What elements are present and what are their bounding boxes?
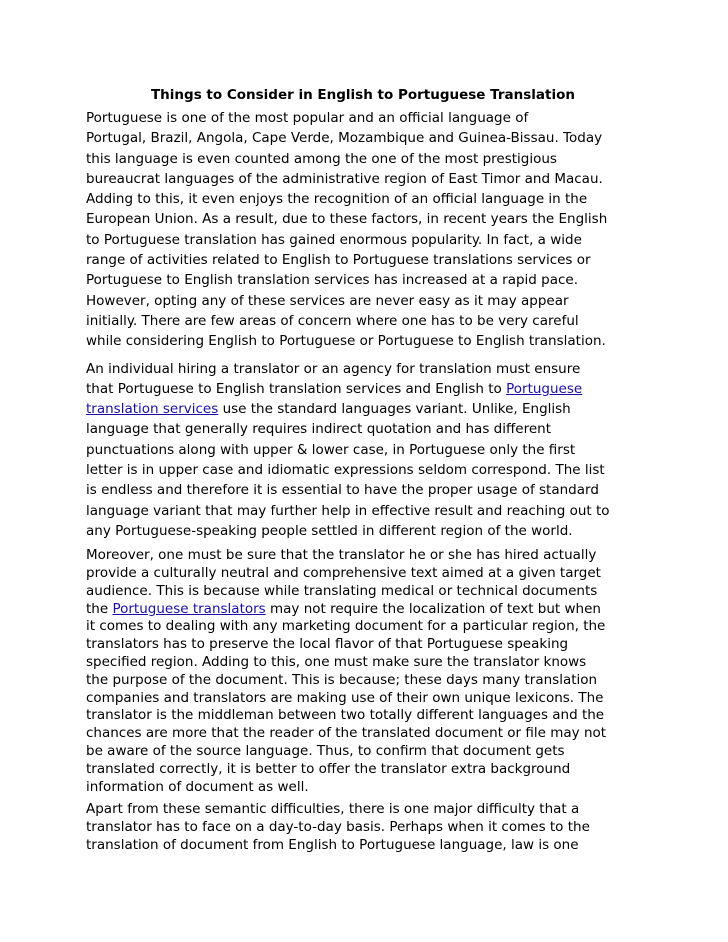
paragraph-2-line-7: is endless and therefore it is essential to have the proper usage of standard xyxy=(86,482,599,499)
portuguese-translators-link[interactable]: Portuguese translators xyxy=(112,600,266,617)
paragraph-1-line-9: Portuguese to English translation services has increased at a rapid pace. xyxy=(86,272,579,289)
paragraph-1-line-8: range of activities related to English to Portuguese translations services or xyxy=(86,252,591,269)
paragraph-2-line-2-text: that Portuguese to English translation services and English to xyxy=(86,380,507,397)
paragraph-1-line-3: this language is even counted among the one of the most prestigious xyxy=(86,150,557,167)
paragraph-3-line-13: translated correctly, it is better to offer the translator extra background xyxy=(86,760,571,777)
paragraph-3-line-2: provide a culturally neutral and comprehensive text aimed at a given target xyxy=(86,565,601,582)
paragraph-3-line-4-after: may not require the localization of text but when xyxy=(265,600,601,617)
paragraph-1-line-10: However, opting any of these services are never easy as it may appear xyxy=(86,292,569,309)
portuguese-translation-services-link-part-1[interactable]: Portuguese xyxy=(506,380,583,397)
paragraph-3-line-8: the purpose of the document. This is because; these days many translation xyxy=(86,671,598,688)
paragraph-1-line-12: while considering English to Portuguese or Portuguese to English translation. xyxy=(86,333,606,350)
paragraph-1-line-7: to Portuguese translation has gained enormous popularity. In fact, a wide xyxy=(86,231,582,248)
paragraph-1-line-6: European Union. As a result, due to these factors, in recent years the English xyxy=(86,211,608,228)
paragraph-2-line-3-text: use the standard languages variant. Unlike, English xyxy=(218,401,571,418)
paragraph-4-line-3: translation of document from English to Portuguese language, law is one xyxy=(86,836,579,853)
paragraph-3-line-6: translators has to preserve the local flavor of that Portuguese speaking xyxy=(86,636,569,653)
paragraph-3-line-14: information of document as well. xyxy=(86,778,309,795)
paragraph-3-line-10: translator is the middleman between two totally different languages and the xyxy=(86,707,605,724)
paragraph-3 xyxy=(86,547,646,796)
paragraph-3-line-5: it comes to dealing with any marketing document for a particular region, the xyxy=(86,618,606,635)
paragraph-2-line-6: letter is in upper case and idiomatic expressions seldom correspond. The list xyxy=(86,462,605,479)
document-title: Things to Consider in English to Portuguese Translation xyxy=(150,87,576,103)
paragraph-1 xyxy=(86,108,646,352)
paragraph-3-line-4-before: the xyxy=(86,600,113,617)
paragraph-2-line-5: punctuations along with upper & lower case, in Portuguese only the first xyxy=(86,441,576,458)
paragraph-1-line-4: bureaucrat languages of the administrative region of East Timor and Macau. xyxy=(86,170,603,187)
paragraph-3-line-1: Moreover, one must be sure that the translator he or she has hired actually xyxy=(86,547,597,564)
paragraph-1-line-2: Portugal, Brazil, Angola, Cape Verde, Mozambique and Guinea-Bissau. Today xyxy=(86,130,603,147)
paragraph-4-line-1: Apart from these semantic difficulties, there is one major difficulty that a xyxy=(86,801,580,818)
paragraph-1-line-11: initially. There are few areas of concern where one has to be very careful xyxy=(86,312,579,329)
document-body xyxy=(86,85,646,855)
paragraph-2-line-9: any Portuguese-speaking people settled in different region of the world. xyxy=(86,522,573,539)
paragraph-3-line-9: companies and translators are making use of their own unique lexicons. The xyxy=(86,689,604,706)
paragraph-3-line-3: audience. This is because while translating medical or technical documents xyxy=(86,582,598,599)
paragraph-4 xyxy=(86,801,646,854)
paragraph-3-line-11: chances are more that the reader of the translated document or file may not xyxy=(86,725,607,742)
portuguese-translation-services-link-part-2[interactable]: translation services xyxy=(86,401,219,418)
paragraph-2-line-1: An individual hiring a translator or an agency for translation must ensure xyxy=(86,360,581,377)
paragraph-2-line-4: language that generally requires indirect quotation and has different xyxy=(86,421,551,438)
paragraph-2 xyxy=(86,359,646,542)
paragraph-4-line-2: translator has to face on a day-to-day basis. Perhaps when it comes to the xyxy=(86,819,590,836)
paragraph-3-line-7: specified region. Adding to this, one must make sure the translator knows xyxy=(86,654,587,671)
paragraph-2-line-8: language variant that may further help in effective result and reaching out to xyxy=(86,502,610,519)
paragraph-1-line-1: Portuguese is one of the most popular and an official language of xyxy=(86,110,529,126)
paragraph-3-line-12: be aware of the source language. Thus, to confirm that document gets xyxy=(86,743,565,759)
paragraph-1-line-5: Adding to this, it even enjoys the recognition of an official language in the xyxy=(86,191,588,208)
